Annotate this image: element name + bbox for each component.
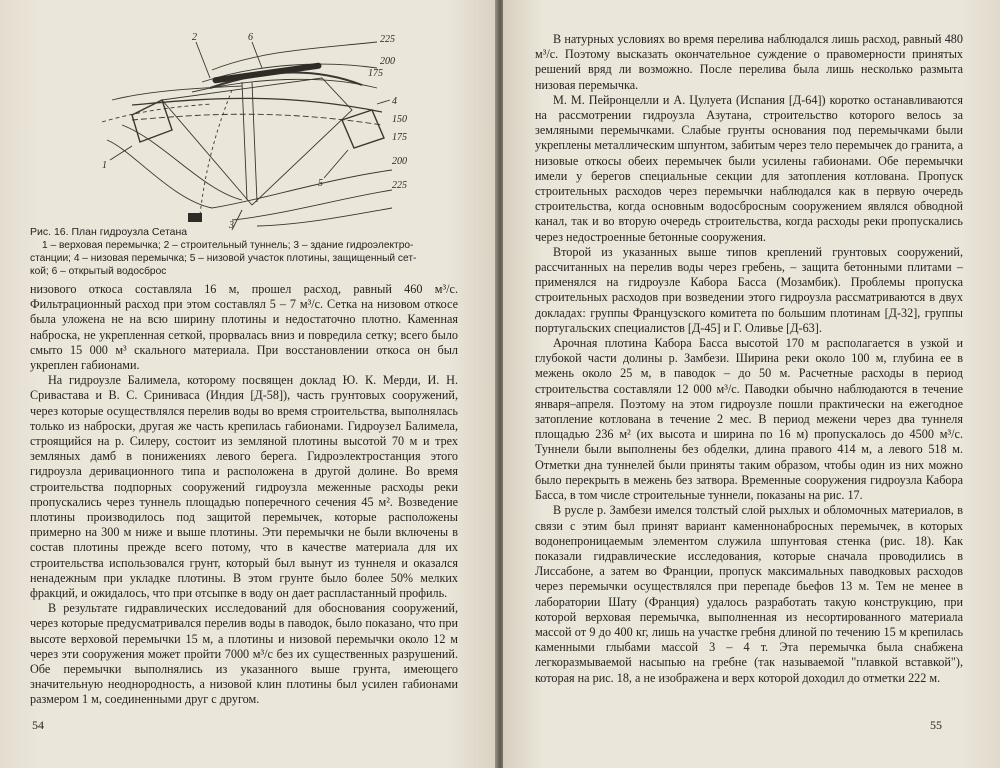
- contour-175-top: 175: [368, 68, 383, 79]
- fig-label-4: 4: [392, 96, 397, 107]
- left-page-body: [30, 282, 458, 708]
- fig-label-2: 2: [192, 32, 197, 43]
- right-page-body: [535, 32, 963, 686]
- paragraph: Второй из указанных выше типов креплений грунтовых сооружений, рассчитанных на перелив воды через гребень, – защита бетонными плитами – применялся на гидроузле Кабора Басса (Мозамбик). Проблемы пропуска строительных расходов при возведении этого гидроузла рассматриваются в двух докладах: группы Французского комитета по большим плотинам [Д-32], группы португальских специалистов [Д-45] и Г. Оливье [Д-63].: [535, 244, 963, 335]
- page-number-right: 55: [930, 718, 942, 732]
- left-page: [0, 0, 497, 768]
- caption-line: кой; 6 – открытый водосброс: [30, 266, 167, 277]
- contour-150: 150: [392, 114, 407, 125]
- hydro-plan-drawing: [92, 30, 422, 230]
- figure-plan-hydro-setana: [92, 30, 422, 230]
- figure-caption: [30, 226, 450, 278]
- fig-label-1: 1: [102, 160, 107, 171]
- paragraph: низового откоса составляла 16 м, прошел расход, равный 460 м³/с. Фильтрационный расход при этом составлял 5 – 7 м³/с. Сетка на низовом откосе была уложена не на всю ширину плотины и недостаточно плотно. Каменная наброска, не укрепленная сеткой, прорвалась вниз и повредила сетку; всего было смыто 15 000 м³ скального материала. При восстановлении откоса он был укреплен габионами.: [30, 282, 458, 373]
- contour-225-bottom: 225: [392, 180, 407, 191]
- contour-175-bottom: 175: [392, 132, 407, 143]
- contour-200-bottom: 200: [392, 156, 407, 167]
- caption-line: 1 – верховая перемычка; 2 – строительный туннель; 3 – здание гидроэлектро-: [42, 240, 414, 251]
- fig-label-3: 3: [229, 220, 234, 230]
- paragraph: М. М. Пейронцелли и А. Цулуета (Испания [Д-64]) коротко останавливаются на рассмотрении гидроузла Азутана, строительство которого велось за земляными перемычками. Слабые грунты основания под перемычками были укреплены металлическим шпунтом, забитым через тело перемычек до гранита, а низовые откосы обеих перемычек были усилены габионами. Обе перемычки имели у берегов специальные секции для затопления котлована. Пропуск строительных расходов через перемычки наблюдался как в первую очередь строительства, когда основным водосбросным сооружением являлся обводной канал, так и во вторую очередь строительства, когда расходы реки пропускались через недостроенные бетонные сооружения.: [535, 92, 963, 244]
- fig-label-5: 5: [318, 178, 323, 189]
- page-number-left: 54: [32, 718, 44, 732]
- contour-200-top: 200: [380, 56, 395, 67]
- paragraph: В результате гидравлических исследований для обоснования сооружений, через которые предусматривался перелив воды в паводок, было показано, что при высоте верховой перемычки 15 м, а плотины и низовой перемычки около 12 м через эти сооружения может пройти 7000 м³/с без их существенных разрушений. Обе перемычки выполнялись из указанного выше грунта, имеющего значительную неоднородность, а низовой клин плотины был усилен габионами размером 1 м, соединенными друг с другом.: [30, 601, 458, 707]
- contour-225-top: 225: [380, 34, 395, 45]
- caption-title: Рис. 16. План гидроузла Сетана: [30, 226, 188, 238]
- paragraph: На гидроузле Балимела, которому посвящен доклад Ю. К. Мерди, И. Н. Сривастава и В. С. Сриниваса (Индия [Д-58]), часть грунтовых сооружений, через которые осуществлялся перелив воды во время строительства, выполнялась только из наброски, другая же часть крепилась габионами. Гидроузел Балимела, строящийся на р. Силеру, состоит из земляной плотины высотой 70 м и трех земляных дамб в понижениях левого берега. Гидроэлектростанция этого гидроузла деривационного типа и расположена в другой долине. Во время строительства подпорных сооружений гидроузла меженные расходы реки пропускались через туннель площадью поперечного сечения 45 м². Возведение плотины производилось под защитой перемычек, которые расположены примерно на 300 м ниже и выше плотины. Эти перемычки не были включены в состав плотины прежде всего потому, что в качестве материала для их строительства использовался грунт, который был вынут из туннеля и оказался ненадежным при укладке плотины. В этом грунте было более 50% мелких фракций, и ожидалось, что при отсыпке в воду он дает распластанный профиль.: [30, 373, 458, 601]
- paragraph: В русле р. Замбези имелся толстый слой рыхлых и обломочных материалов, в связи с этим был принят вариант каменнонабросных перемычек, в которых водонепроницаемым элементом служила шпунтовая стенка (рис. 18). Как показали гидравлические исследования, которые сначала проводились в Лиссабоне, а затем во Франции, пропуск максимальных паводковых расходов через перемычки осуществлялся при перепаде бьефов 13 м. Тем не менее в лаборатории Шату (Франция) удалось разработать такую конструкцию, при которой верховая перемычка, выполненная из несортированного материала массой от 9 до 400 кг, лишь на участке гребня длиной по течению 15 м крепилась каменными глыбами массой 3 – 4 т. Эта перемычка была снабжена легкоразмываемой насыпью на гребне (так называемой "плавкой вставкой"), которая на рис. 18, а не изображена и верх которой доходил до отметки 222 м.: [535, 503, 963, 685]
- caption-line: станции; 4 – низовая перемычка; 5 – низовой участок плотины, защищенный сет-: [30, 253, 417, 264]
- fig-label-6: 6: [248, 32, 253, 43]
- paragraph: В натурных условиях во время перелива наблюдался лишь расход, равный 480 м³/с. Поэтому высказать окончательное суждение о правомерности принятых решений вряд ли возможно. После перелива была лишь несколько размыта низовая перемычка.: [535, 32, 963, 92]
- paragraph: Арочная плотина Кабора Басса высотой 170 м располагается в узкой и глубокой части долины р. Замбези. Ширина реки около 100 м, глубина ее в межень около 25 м, в паводок – до 50 м. Расчетные расходы в период строительства составляли 12 000 м³/с. Паводки обычно наблюдаются в течение января–апреля. Поэтому на этом гидроузле пошли практически на ежегодное затопление котлована в течение 2 мес. В период межени через два туннеля площадью 236 м² (их высота и ширина по 16 м) пропускалось до 4500 м³/с. Туннели были выполнены без обделки, длина правого 414 м, а левого 518 м. Отметки дна туннелей были приняты таким образом, чтобы один из них можно было перекрыть в межень без затвора. Временные сооружения гидроузла Кабора Басса, в том числе строительные туннели, показаны на рис. 17.: [535, 336, 963, 503]
